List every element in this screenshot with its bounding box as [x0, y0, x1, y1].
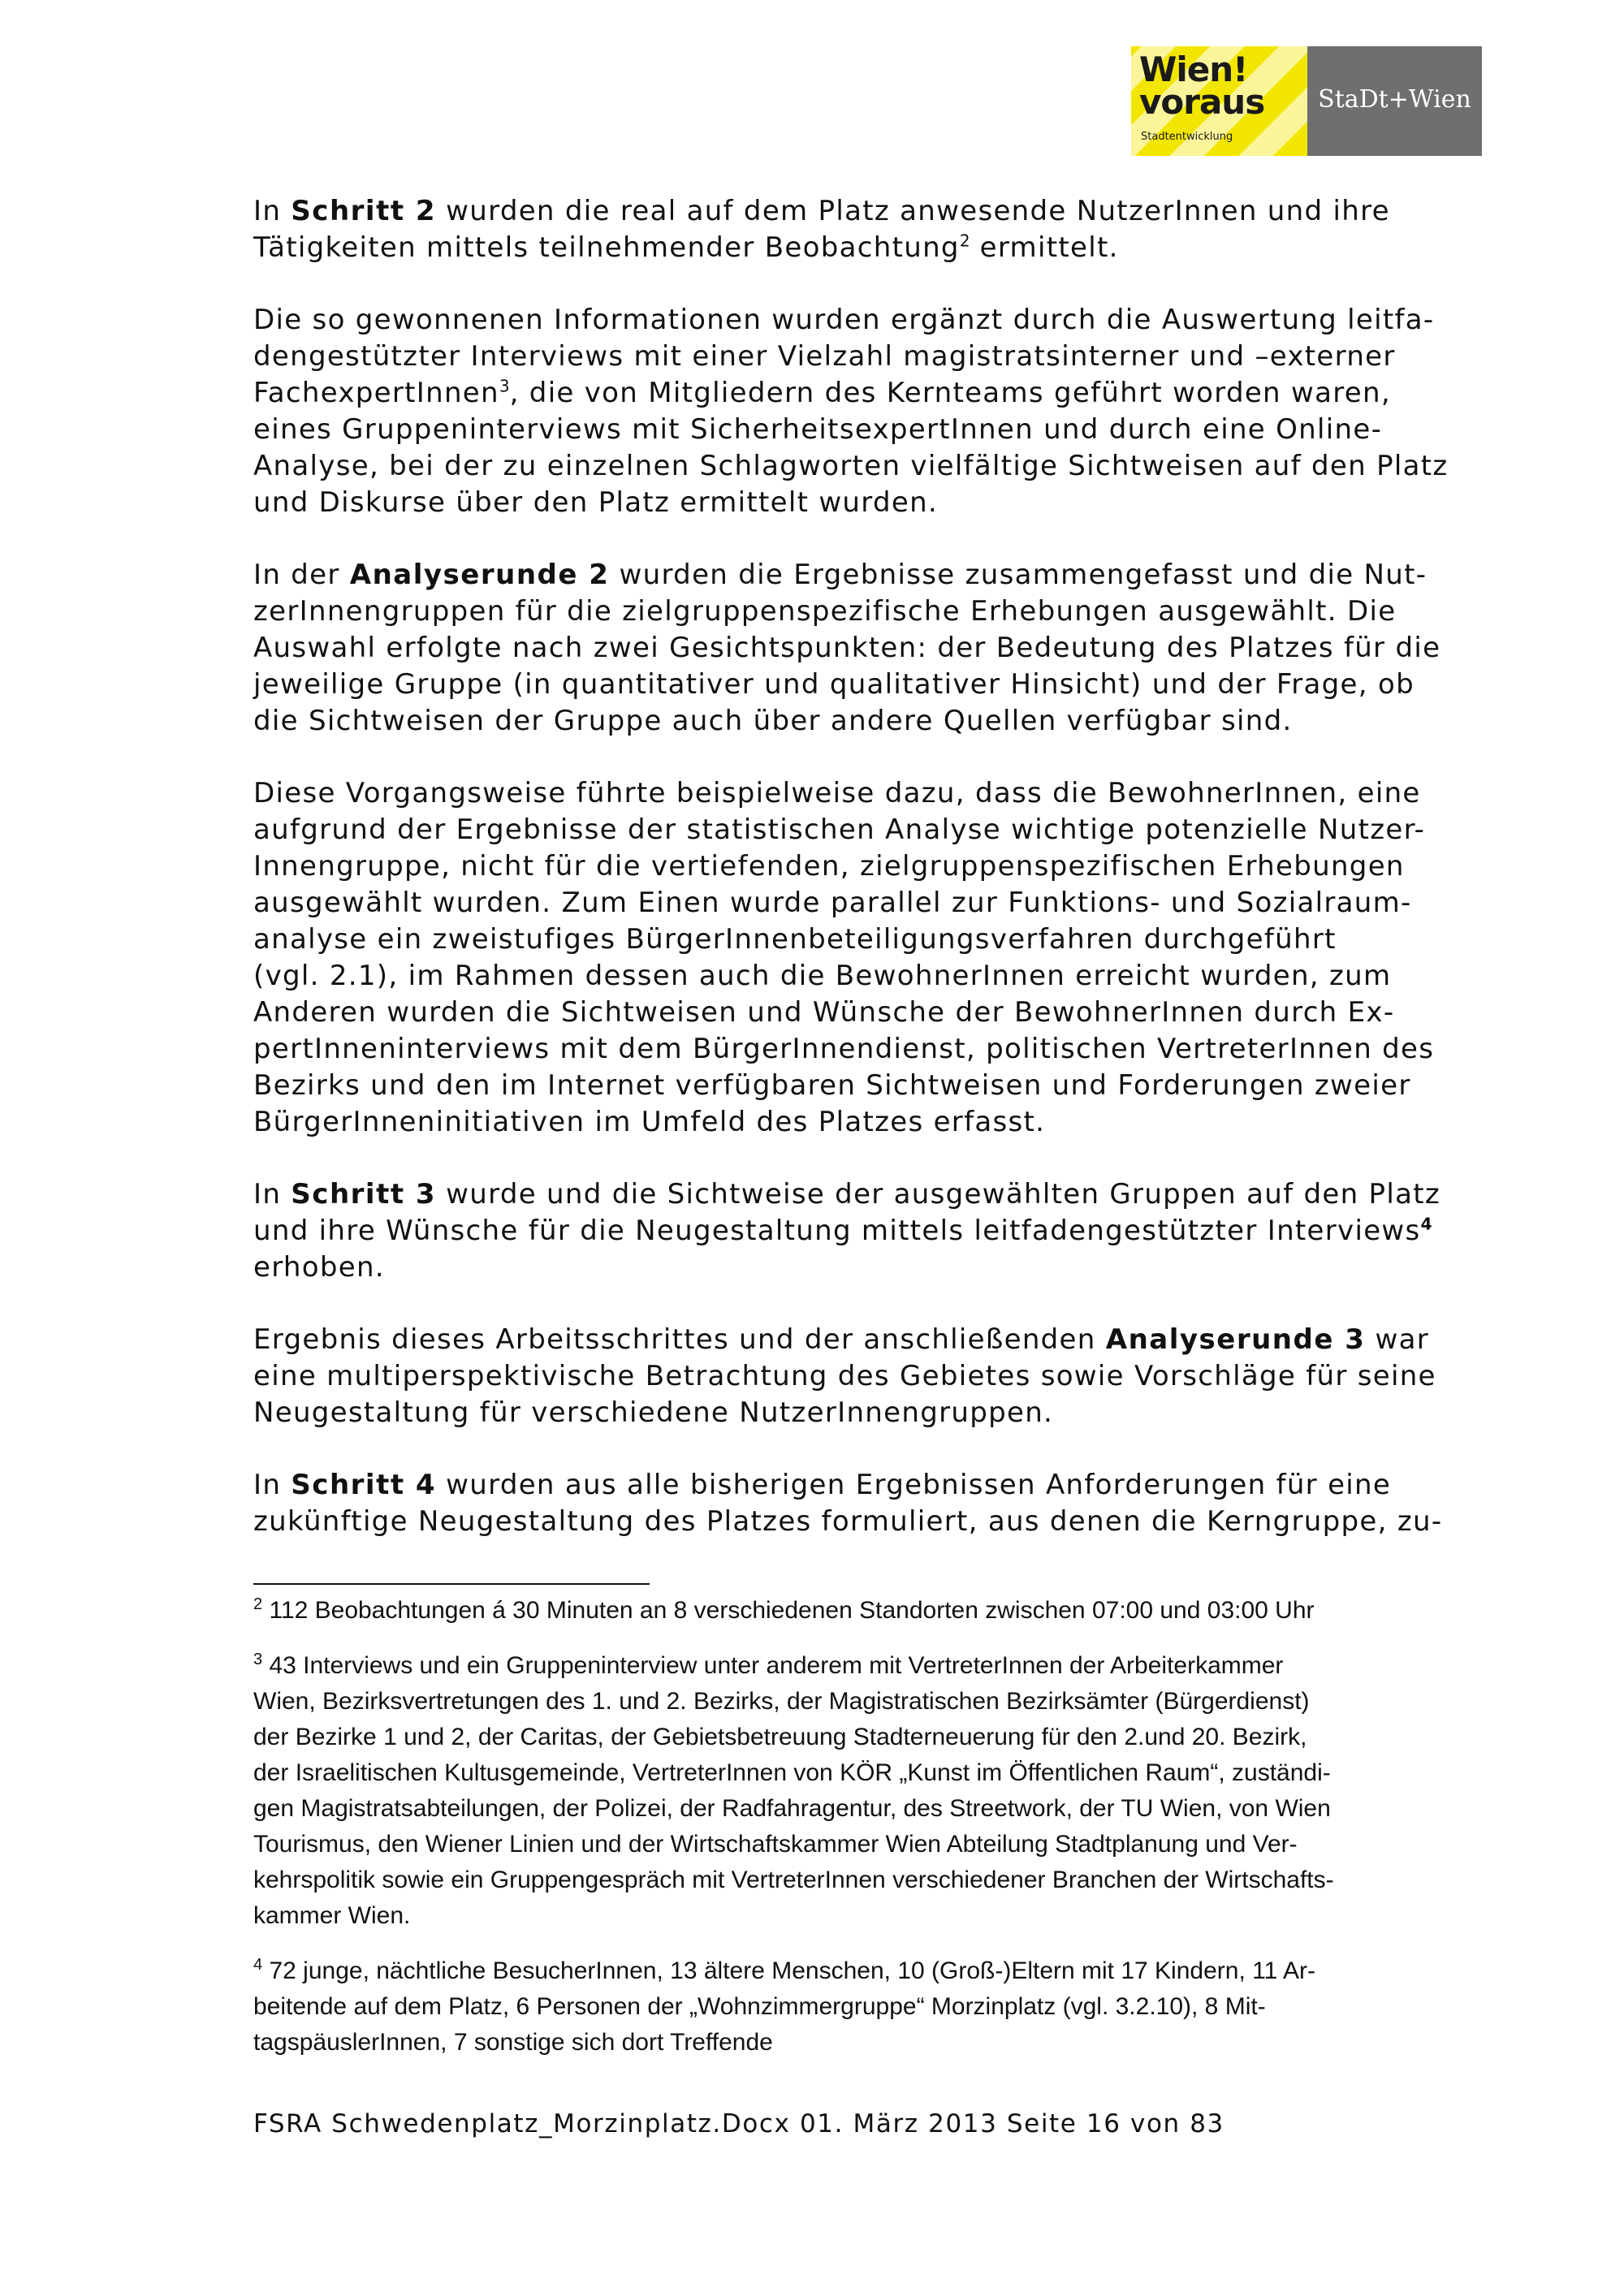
footnote-number: 2 — [253, 1595, 263, 1613]
footnote-2: $^2$ 112 Beobachtungen á 30 Minuten an 8 verschiedenen Standorten zwischen 07:00 und 03:00 Uhr — [253, 1595, 1315, 1624]
paragraph-informationen — [253, 302, 1471, 521]
text-line: und ihre Wünsche für die Neugestaltung mittels leitfadengestützter Interviews$^4$ — [253, 1214, 1432, 1247]
footnote-separator — [253, 1583, 650, 1585]
paragraph-vorgangsweise — [253, 775, 1471, 1141]
text-line: In Schritt 4 wurden aus alle bisherigen Ergebnissen Anforderungen für eine — [253, 1469, 1392, 1501]
bold-term: Analyserunde 3 — [1105, 1323, 1366, 1356]
text-line: Innengruppe, nicht für die vertiefenden, zielgruppenspezifischen Erhebungen — [253, 850, 1405, 883]
bold-term: Schritt 2 — [291, 195, 437, 227]
text-line: aufgrund der Ergebnisse der statistischen Analyse wichtige potenzielle Nutzer- — [253, 814, 1426, 846]
text-line: analyse ein zweistufiges BürgerInnenbeteiligungsverfahren durchgeführt — [253, 923, 1337, 956]
text-line: und Diskurse über den Platz ermittelt wurden. — [253, 486, 939, 519]
logo-text-stadt-wien: StaDt+Wien — [1318, 85, 1471, 114]
text-line: eine multiperspektivische Betrachtung des Gebietes sowie Vorschläge für seine — [253, 1360, 1436, 1392]
text-line: Analyse, bei der zu einzelnen Schlagworten vielfältige Sichtweisen auf den Platz — [253, 450, 1449, 482]
logo-text-wien: Wien! — [1139, 50, 1248, 89]
paragraph-schritt-4 — [253, 1467, 1471, 1540]
footnotes — [253, 1593, 1471, 2080]
footnote-4: $^4$ 72 junge, nächtliche BesucherInnen, 13 ältere Menschen, 10 (Groß-)Eltern mit 17 Kindern, 11 Ar- beitende auf dem Platz, 6 Personen der „Wohnzimmergruppe“ Morzinplatz (vgl. 3.2.10), 8 Mit- tagspäuslerInnen, 7 sonstige sich dort Treffende — [253, 1953, 1471, 2061]
text-line: Tätigkeiten mittels teilnehmender Beobachtung$^2$ ermittelt. — [253, 231, 1119, 264]
bold-term: Schritt 4 — [291, 1469, 437, 1501]
text-line: zukünftige Neugestaltung des Platzes formuliert, aus denen die Kerngruppe, zu- — [253, 1505, 1443, 1538]
logo-text-stadtentwicklung: Stadtentwicklung — [1141, 131, 1233, 143]
text-line: FachexpertInnen$^3$, die von Mitgliedern des Kernteams geführt worden waren, — [253, 376, 1391, 409]
page-footer: FSRA Schwedenplatz_Morzinplatz.Docx 01. März 2013 Seite 16 von 83 — [253, 2109, 1224, 2138]
text-line: Neugestaltung für verschiedene NutzerInnengruppen. — [253, 1396, 1054, 1429]
paragraph-schritt-3 — [253, 1176, 1471, 1286]
footnote-number: 4 — [253, 1956, 263, 1974]
paragraph-analyserunde-3 — [253, 1322, 1471, 1431]
text-line: der Bezirke 1 und 2, der Caritas, der Gebietsbetreuung Stadterneuerung für den 2.und 20. Bezirk, — [253, 1724, 1307, 1750]
text-line: BürgerInneninitiativen im Umfeld des Platzes erfasst. — [253, 1106, 1046, 1138]
text-line: Die so gewonnenen Informationen wurden ergänzt durch die Auswertung leitfa- — [253, 304, 1435, 336]
text-line: gen Magistratsabteilungen, der Polizei, der Radfahragentur, des Streetwork, der TU Wien, von Wien — [253, 1795, 1331, 1822]
paragraph-analyserunde-2 — [253, 557, 1471, 740]
text-line: der Israelitischen Kultusgemeinde, VertreterInnen von KÖR „Kunst im Öffentlichen Raum“, zuständi- — [253, 1759, 1331, 1786]
text-line: tagspäuslerInnen, 7 sonstige sich dort Treffende — [253, 2029, 773, 2056]
text-line: dengestützter Interviews mit einer Vielzahl magistratsinterner und –externer — [253, 340, 1396, 373]
bold-term: Schritt 3 — [291, 1178, 437, 1211]
text-line: erhoben. — [253, 1251, 385, 1284]
text-line: Tourismus, den Wiener Linien und der Wirtschaftskammer Wien Abteilung Stadtplanung und Ver- — [253, 1831, 1298, 1858]
text-line: Auswahl erfolgte nach zwei Gesichtspunkten: der Bedeutung des Platzes für die — [253, 632, 1441, 664]
document-body — [253, 193, 1471, 1540]
text-line: Ergebnis dieses Arbeitsschrittes und der anschließenden Analyserunde 3 war — [253, 1323, 1430, 1356]
text-line: zerInnengruppen für die zielgruppenspezifische Erhebungen ausgewählt. Die — [253, 595, 1397, 628]
text-line: kammer Wien. — [253, 1902, 411, 1929]
text-line: In Schritt 3 wurde und die Sichtweise der ausgewählten Gruppen auf den Platz — [253, 1178, 1441, 1211]
text-line: Anderen wurden die Sichtweisen und Wünsche der BewohnerInnen durch Ex- — [253, 996, 1395, 1029]
text-line: In Schritt 2 wurden die real auf dem Platz anwesende NutzerInnen und ihre — [253, 195, 1390, 227]
text-line: Wien, Bezirksvertretungen des 1. und 2. Bezirks, der Magistratischen Bezirksämter (Bürgerdienst) — [253, 1688, 1310, 1715]
stadt-wien-logo — [1307, 46, 1482, 156]
text-line: jeweilige Gruppe (in quantitativer und qualitativer Hinsicht) und der Frage, ob — [253, 668, 1415, 701]
footnote-ref-3: 3 — [499, 376, 510, 396]
text-line: beitende auf dem Platz, 6 Personen der „Wohnzimmergruppe“ Morzinplatz (vgl. 3.2.10), 8 Mit- — [253, 1993, 1266, 2020]
footnote-3: $^3$ 43 Interviews und ein Gruppeninterview unter anderem mit VertreterInnen der Arbeiterkammer Wien, Bezirksvertretungen des 1. und 2. Bezirks, der Magistratischen Bezirksämter (Bürgerdienst) der Bezirke 1 und 2, der Caritas, der Gebietsbetreuung Stadterneuerung für den 2.und 20. Bezirk, der Israelitischen Kultusgemeinde, VertreterInnen von KÖR „Kunst im Öffentlichen Raum“, zuständi- gen Magistratsabteilungen, der Polizei, der Radfahragentur, des Streetwork, der TU Wien, von Wien Tourismus, den Wiener Linien und der Wirtschaftskammer Wien Abteilung Stadtplanung und Ver- kehrspolitik sowie ein Gruppengespräch mit VertreterInnen verschiedener Branchen der Wirtschafts- kammer Wien. — [253, 1648, 1471, 1934]
footnote-ref-4: 4 — [1420, 1214, 1432, 1234]
text-line: Diese Vorgangsweise führte beispielweise dazu, dass die BewohnerInnen, eine — [253, 777, 1421, 809]
text-line: ausgewählt wurden. Zum Einen wurde parallel zur Funktions- und Sozialraum- — [253, 887, 1412, 919]
footnote-ref-2: 2 — [959, 231, 970, 251]
logo-text-voraus: voraus — [1139, 82, 1265, 122]
text-line: In der Analyserunde 2 wurden die Ergebnisse zusammengefasst und die Nut- — [253, 559, 1427, 591]
text-line: kehrspolitik sowie ein Gruppengespräch mit VertreterInnen verschiedener Branchen der Wirtschafts- — [253, 1867, 1334, 1893]
text-line: Bezirks und den im Internet verfügbaren Sichtweisen und Forderungen zweier — [253, 1069, 1411, 1102]
text-line: pertInneninterviews mit dem BürgerInnendienst, politischen VertreterInnen des — [253, 1033, 1435, 1065]
text-line: (vgl. 2.1), im Rahmen dessen auch die BewohnerInnen erreicht wurden, zum — [253, 960, 1392, 992]
wien-voraus-logo — [1131, 46, 1307, 156]
text-line: eines Gruppeninterviews mit SicherheitsexpertInnen und durch eine Online- — [253, 413, 1383, 446]
bold-term: Analyserunde 2 — [349, 559, 610, 591]
paragraph-schritt-2 — [253, 193, 1471, 266]
text-line: die Sichtweisen der Gruppe auch über andere Quellen verfügbar sind. — [253, 705, 1293, 737]
footnote-number: 3 — [253, 1651, 263, 1668]
